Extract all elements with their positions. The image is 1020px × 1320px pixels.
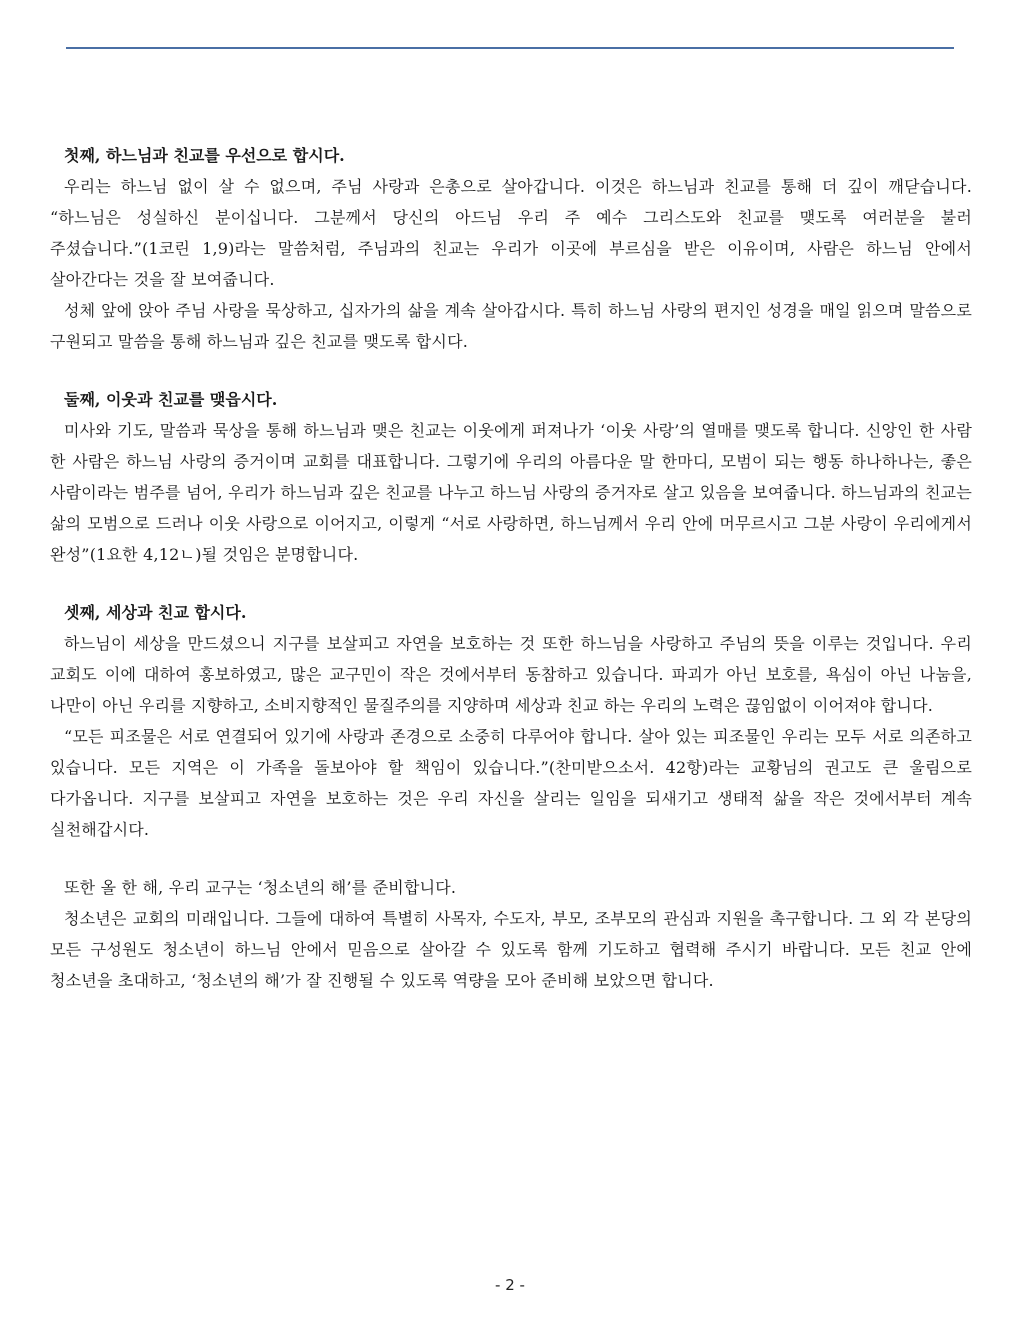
paragraph: 청소년은 교회의 미래입니다. 그들에 대하여 특별히 사목자, 수도자, 부모, 조부모의 관심과 지원을 촉구합니다. 그 외 각 본당의 모든 구성원도 청소년이 하느님 안에서 믿음으로 살아갈 수 있도록 함께 기도하고 협력해 주시기 바랍니다. 모든 친교 안에 청소년을 초대하고, ‘청소년의 해’가 잘 진행될 수 있도록 역량을 모아 준비해 보았으면 합니다.: [50, 909, 972, 990]
letter-body: [50, 140, 972, 1023]
section-heading: 둘째, 이웃과 친교를 맺읍시다.: [64, 390, 278, 409]
paragraph: 하느님이 세상을 만드셨으니 지구를 보살피고 자연을 보호하는 것 또한 하느님을 사랑하고 주님의 뜻을 이루는 것입니다. 우리 교회도 이에 대하여 홍보하였고, 많은 교구민이 작은 것에서부터 동참하고 있습니다. 파괴가 아닌 보호를, 욕심이 아닌 나눔을, 나만이 아닌 우리를 지향하고, 소비지향적인 물질주의를 지양하며 세상과 친교 하는 우리의 노력은 끊임없이 이어져야 합니다.: [50, 634, 972, 715]
paragraph: 또한 올 한 해, 우리 교구는 ‘청소년의 해’를 준비합니다.: [64, 878, 457, 897]
paragraph: 미사와 기도, 말씀과 묵상을 통해 하느님과 맺은 친교는 이웃에게 퍼져나가 ‘이웃 사랑’의 열매를 맺도록 합니다. 신앙인 한 사람 한 사람은 하느님 사랑의 증거이며 교회를 대표합니다. 그렇기에 우리의 아름다운 말 한마디, 모범이 되는 행동 하나하나는, 좋은 사람이라는 범주를 넘어, 우리가 하느님과 깊은 친교를 나누고 하느님 사랑의 증거자로 살고 있음을 보여줍니다. 하느님과의 친교는 삶의 모범으로 드러나 이웃 사랑으로 이어지고, 이렇게 “서로 사랑하면, 하느님께서 우리 안에 머무르시고 그분 사랑이 우리에게서 완성”(1요한 4,12ㄴ)될 것임은 분명합니다.: [50, 421, 972, 564]
section-heading: 셋째, 세상과 친교 합시다.: [64, 603, 247, 622]
section-heading: 첫째, 하느님과 친교를 우선으로 합시다.: [64, 146, 345, 165]
paragraph: 우리는 하느님 없이 살 수 없으며, 주님 사랑과 은총으로 살아갑니다. 이것은 하느님과 친교를 통해 더 깊이 깨닫습니다. “하느님은 성실하신 분이십니다. 그분께서 당신의 아드님 우리 주 예수 그리스도와 친교를 맺도록 여러분을 불러 주셨습니다.”(1코린 1,9)라는 말씀처럼, 주님과의 친교는 우리가 이곳에 부르심을 받은 이유이며, 사람은 하느님 안에서 살아간다는 것을 잘 보여줍니다.: [50, 177, 972, 289]
section-communion-with-world: [50, 597, 972, 845]
page-number: - 2 -: [495, 1276, 525, 1294]
paragraph: 성체 앞에 앉아 주님 사랑을 묵상하고, 십자가의 삶을 계속 살아갑시다. 특히 하느님 사랑의 편지인 성경을 매일 읽으며 말씀으로 구원되고 말씀을 통해 하느님과 깊은 친교를 맺도록 합시다.: [50, 301, 972, 351]
section-communion-with-god: [50, 140, 972, 357]
header-rule: [66, 47, 954, 49]
section-year-of-youth: [50, 872, 972, 996]
section-communion-with-neighbors: [50, 384, 972, 570]
paragraph: “모든 피조물은 서로 연결되어 있기에 사랑과 존경으로 소중히 다루어야 합니다. 살아 있는 피조물인 우리는 모두 서로 의존하고 있습니다. 모든 지역은 이 가족을 돌보아야 할 책임이 있습니다.”(찬미받으소서. 42항)라는 교황님의 권고도 큰 울림으로 다가옵니다. 지구를 보살피고 자연을 보호하는 것은 우리 자신을 살리는 일임을 되새기고 생태적 삶을 작은 것에서부터 계속 실천해갑시다.: [50, 727, 972, 839]
